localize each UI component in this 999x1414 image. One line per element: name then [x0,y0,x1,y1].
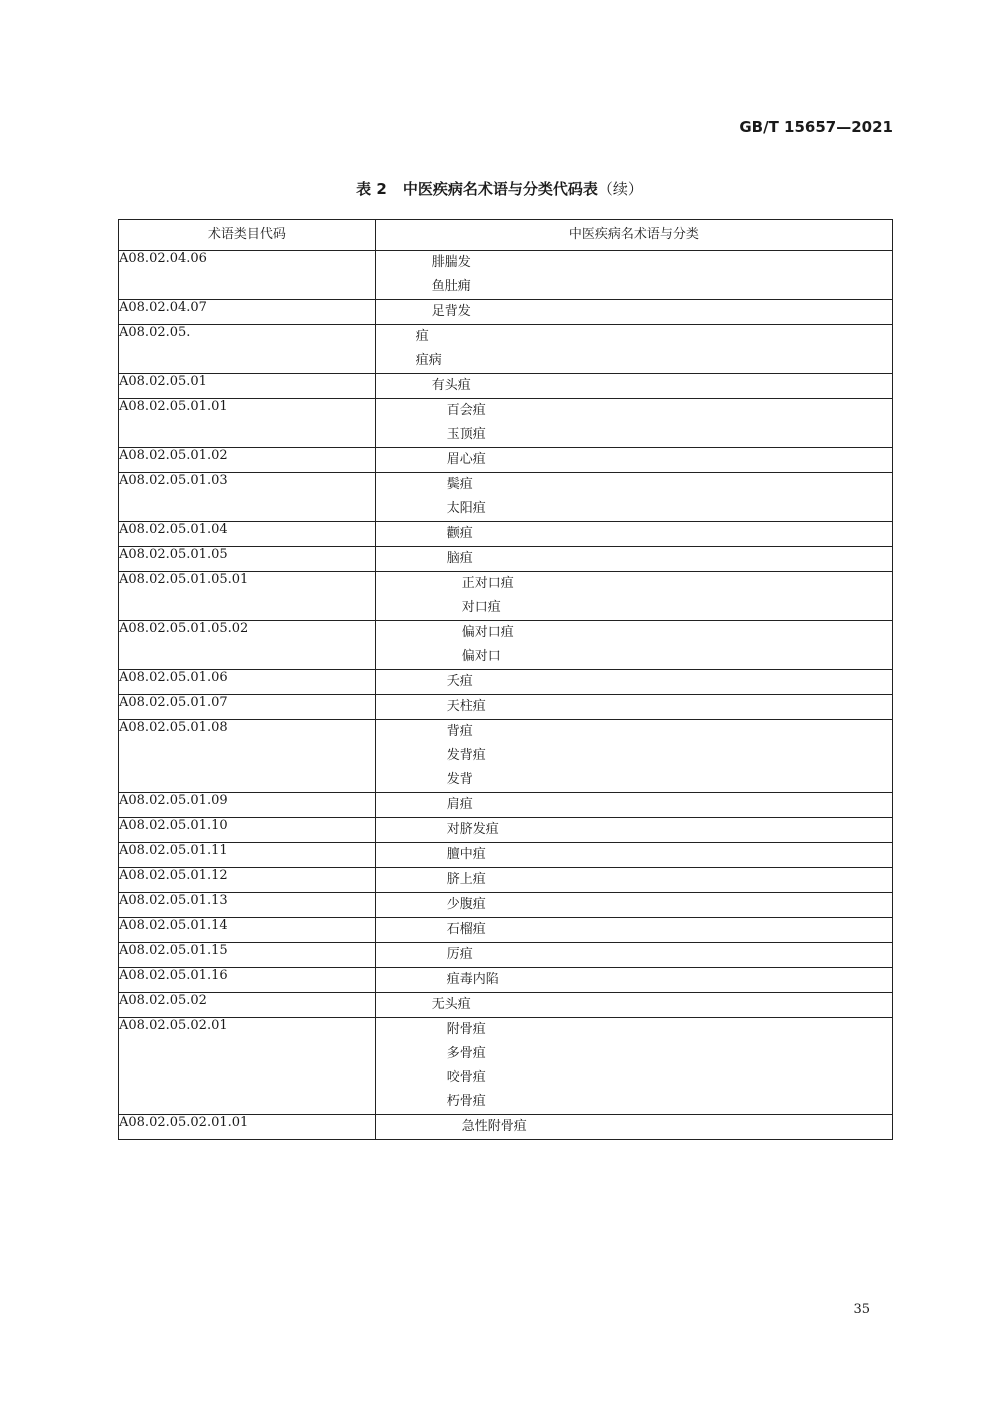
table-row [119,251,893,300]
table-row [119,993,893,1018]
term-cell [375,720,892,793]
disease-term: 朽骨疽 [446,1094,486,1109]
disease-term: 发背 [446,772,473,787]
category-code: A08.02.05.02.01.01 [119,1115,376,1140]
category-code: A08.02.05.01.09 [119,793,376,818]
term-cell [375,993,892,1018]
table-row [119,818,893,843]
table-row [119,473,893,522]
standard-number: GB/T 15657—2021 [739,118,893,136]
disease-term: 急性附骨疽 [461,1119,527,1134]
disease-term: 偏对口 [461,649,501,664]
disease-term: 百会疽 [446,403,486,418]
disease-term: 对脐发疽 [446,822,499,837]
disease-term: 眉心疽 [446,452,486,467]
term-cell [375,572,892,621]
category-code: A08.02.05.01.13 [119,893,376,918]
table-row [119,793,893,818]
disease-term: 腓腨发 [431,255,471,270]
term-cell [375,251,892,300]
disease-term: 咬骨疽 [446,1070,486,1085]
category-code: A08.02.05.01.06 [119,670,376,695]
disease-term: 发背疽 [446,748,486,763]
category-code: A08.02.05.01.01 [119,399,376,448]
table-row [119,1018,893,1115]
table-row [119,621,893,670]
term-cell [375,695,892,720]
term-cell [375,448,892,473]
disease-term: 玉顶疽 [446,427,486,442]
table-title [0,178,999,199]
category-code: A08.02.05.02 [119,993,376,1018]
disease-term: 疽 [415,329,429,344]
term-cell [375,473,892,522]
category-code: A08.02.05.01.12 [119,868,376,893]
classification-table [118,219,893,1140]
term-cell [375,818,892,843]
table-row [119,547,893,572]
disease-term: 有头疽 [431,378,471,393]
term-cell [375,522,892,547]
table-row [119,918,893,943]
disease-term: 疽病 [415,353,442,368]
term-cell [375,670,892,695]
disease-term: 附骨疽 [446,1022,486,1037]
category-code: A08.02.05.01.07 [119,695,376,720]
table-label: 表 2 [356,180,387,198]
category-code: A08.02.05.01.16 [119,968,376,993]
term-cell [375,300,892,325]
table-row [119,943,893,968]
table-body [119,251,893,1140]
table-row [119,300,893,325]
disease-term: 肩疽 [446,797,473,812]
disease-term: 脐上疽 [446,872,486,887]
table-row [119,1115,893,1140]
disease-term: 多骨疽 [446,1046,486,1061]
category-code: A08.02.05.01.10 [119,818,376,843]
term-cell [375,547,892,572]
table-row [119,374,893,399]
category-code: A08.02.05.01.05.02 [119,621,376,670]
disease-term: 背疽 [446,724,473,739]
category-code: A08.02.05. [119,325,376,374]
table-row [119,893,893,918]
table-row [119,843,893,868]
column-header-code: 术语类目代码 [119,220,376,251]
disease-term: 鬓疽 [446,477,473,492]
disease-term: 太阳疽 [446,501,486,516]
term-cell [375,793,892,818]
table-header-row [119,220,893,251]
table-row [119,522,893,547]
disease-term: 石榴疽 [446,922,486,937]
column-header-term: 中医疾病名术语与分类 [375,220,892,251]
term-cell [375,868,892,893]
table-row [119,399,893,448]
term-cell [375,621,892,670]
disease-term: 天柱疽 [446,699,486,714]
term-cell [375,843,892,868]
table-row [119,325,893,374]
category-code: A08.02.05.01.02 [119,448,376,473]
page-number: 35 [853,1302,870,1317]
disease-term: 膻中疽 [446,847,486,862]
category-code: A08.02.05.01.14 [119,918,376,943]
table-row [119,720,893,793]
table-row [119,868,893,893]
category-code: A08.02.05.01.03 [119,473,376,522]
category-code: A08.02.05.01.05 [119,547,376,572]
disease-term: 少腹疽 [446,897,486,912]
term-cell [375,1018,892,1115]
disease-term: 颧疽 [446,526,473,541]
table-row [119,968,893,993]
term-cell [375,918,892,943]
table-row [119,448,893,473]
disease-term: 疽毒内陷 [446,972,499,987]
category-code: A08.02.04.07 [119,300,376,325]
disease-term: 对口疽 [461,600,501,615]
term-cell [375,943,892,968]
term-cell [375,325,892,374]
category-code: A08.02.05.01 [119,374,376,399]
category-code: A08.02.05.01.11 [119,843,376,868]
disease-term: 鱼肚痈 [431,279,471,294]
category-code: A08.02.04.06 [119,251,376,300]
category-code: A08.02.05.01.08 [119,720,376,793]
category-code: A08.02.05.01.04 [119,522,376,547]
disease-term: 夭疽 [446,674,473,689]
table-row [119,572,893,621]
table-continued-mark: （续） [597,180,643,198]
disease-term: 偏对口疽 [461,625,514,640]
table-row [119,695,893,720]
category-code: A08.02.05.02.01 [119,1018,376,1115]
term-cell [375,893,892,918]
category-code: A08.02.05.01.15 [119,943,376,968]
category-code: A08.02.05.01.05.01 [119,572,376,621]
term-cell [375,399,892,448]
term-cell [375,968,892,993]
disease-term: 厉疽 [446,947,473,962]
table-row [119,670,893,695]
table-title-text: 中医疾病名术语与分类代码表 [402,180,598,198]
disease-term: 足背发 [431,304,471,319]
term-cell [375,1115,892,1140]
disease-term: 脑疽 [446,551,473,566]
term-cell [375,374,892,399]
disease-term: 无头疽 [431,997,471,1012]
disease-term: 正对口疽 [461,576,514,591]
